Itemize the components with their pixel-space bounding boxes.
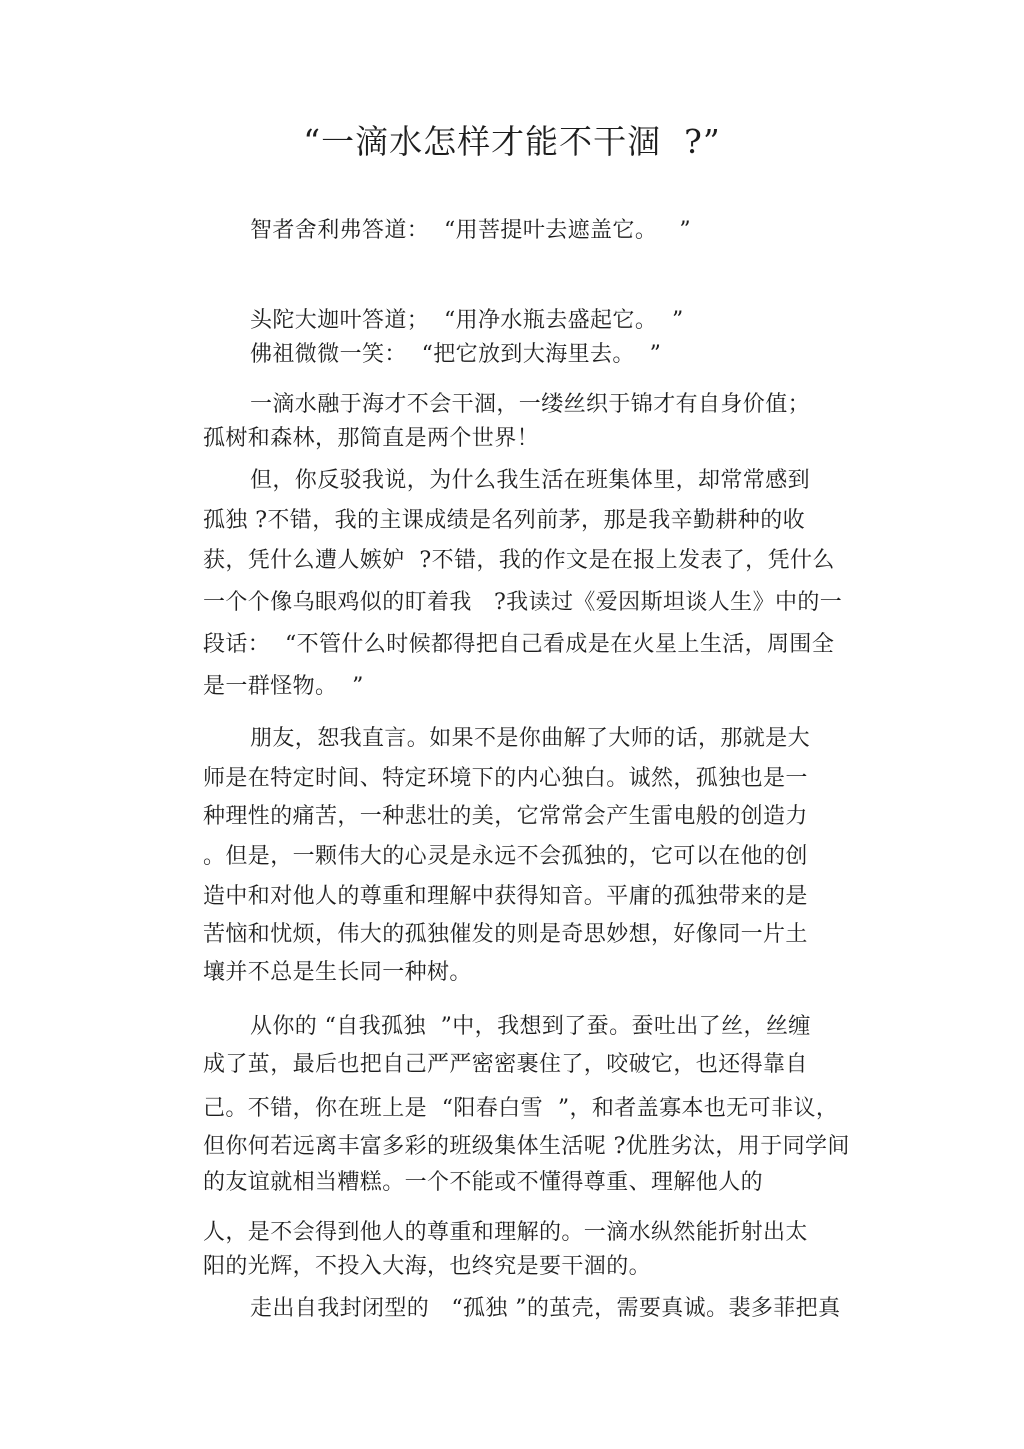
- text-line: 师是在特定时间、特定环境下的内心独白。诚然，孤独也是一: [203, 766, 808, 791]
- text-line: 。但是，一颗伟大的心灵是永远不会孤独的，它可以在他的创: [203, 844, 808, 869]
- text-line: 成了茧，最后也把自己严严密密裹住了，咬破它，也还得靠自: [203, 1052, 808, 1077]
- text-line: 但你何若远离丰富多彩的班级集体生活呢 ?优胜劣汰，用于同学间: [203, 1134, 850, 1159]
- text-line: 种理性的痛苦，一种悲壮的美，它常常会产生雷电般的创造力: [203, 804, 808, 829]
- text-line: 朋友，恕我直言。如果不是你曲解了大师的话，那就是大: [250, 726, 811, 751]
- text-line: 段话： “不管什么时候都得把自己看成是在火星上生活，周围全: [203, 632, 835, 657]
- text-line: 一滴水融于海才不会干涸，一缕丝织于锦才有自身价值；: [250, 392, 811, 417]
- text-line: 阳的光辉，不投入大海，也终究是要干涸的。: [203, 1254, 652, 1279]
- text-line: 从你的 “自我孤独 ”中，我想到了蚕。蚕吐出了丝，丝缠: [250, 1014, 811, 1039]
- text-line: 造中和对他人的尊重和理解中获得知音。平庸的孤独带来的是: [203, 884, 808, 909]
- page-title: “一滴水怎样才能不干涸 ?”: [303, 122, 721, 161]
- text-line: 智者舍利弗答道： “用菩提叶去遮盖它。 ”: [250, 218, 692, 243]
- text-line: 孤独 ?不错，我的主课成绩是名列前茅，那是我辛勤耕种的收: [203, 508, 805, 533]
- text-line: 佛祖微微一笑： “把它放到大海里去。 ”: [250, 342, 662, 367]
- text-line: 走出自我封闭型的 “孤独 ”的茧壳，需要真诚。裴多菲把真: [250, 1296, 841, 1321]
- text-line: 但，你反驳我说，为什么我生活在班集体里，却常常感到: [250, 468, 811, 493]
- text-line: 苦恼和忧烦，伟大的孤独催发的则是奇思妙想，好像同一片土: [203, 922, 808, 947]
- text-line: 孤树和森林，那简直是两个世界！: [203, 426, 540, 451]
- text-line: 获，凭什么遭人嫉妒 ?不错，我的作文是在报上发表了，凭什么: [203, 548, 835, 573]
- text-line: 头陀大迦叶答道； “用净水瓶去盛起它。 ”: [250, 308, 684, 333]
- text-line: 是一群怪物。 ”: [203, 674, 364, 699]
- text-line: 的友谊就相当糟糕。一个不能或不懂得尊重、理解他人的: [203, 1170, 764, 1195]
- text-line: 一个个像乌眼鸡似的盯着我 ?我读过《爱因斯坦谈人生》中的一: [203, 590, 843, 615]
- text-line: 壤并不总是生长同一种树。: [203, 960, 472, 985]
- text-line: 己。不错，你在班上是 “阳春白雪 ”，和者盖寡本也无可非议，: [203, 1096, 839, 1121]
- text-line: 人，是不会得到他人的尊重和理解的。一滴水纵然能折射出太: [203, 1220, 808, 1245]
